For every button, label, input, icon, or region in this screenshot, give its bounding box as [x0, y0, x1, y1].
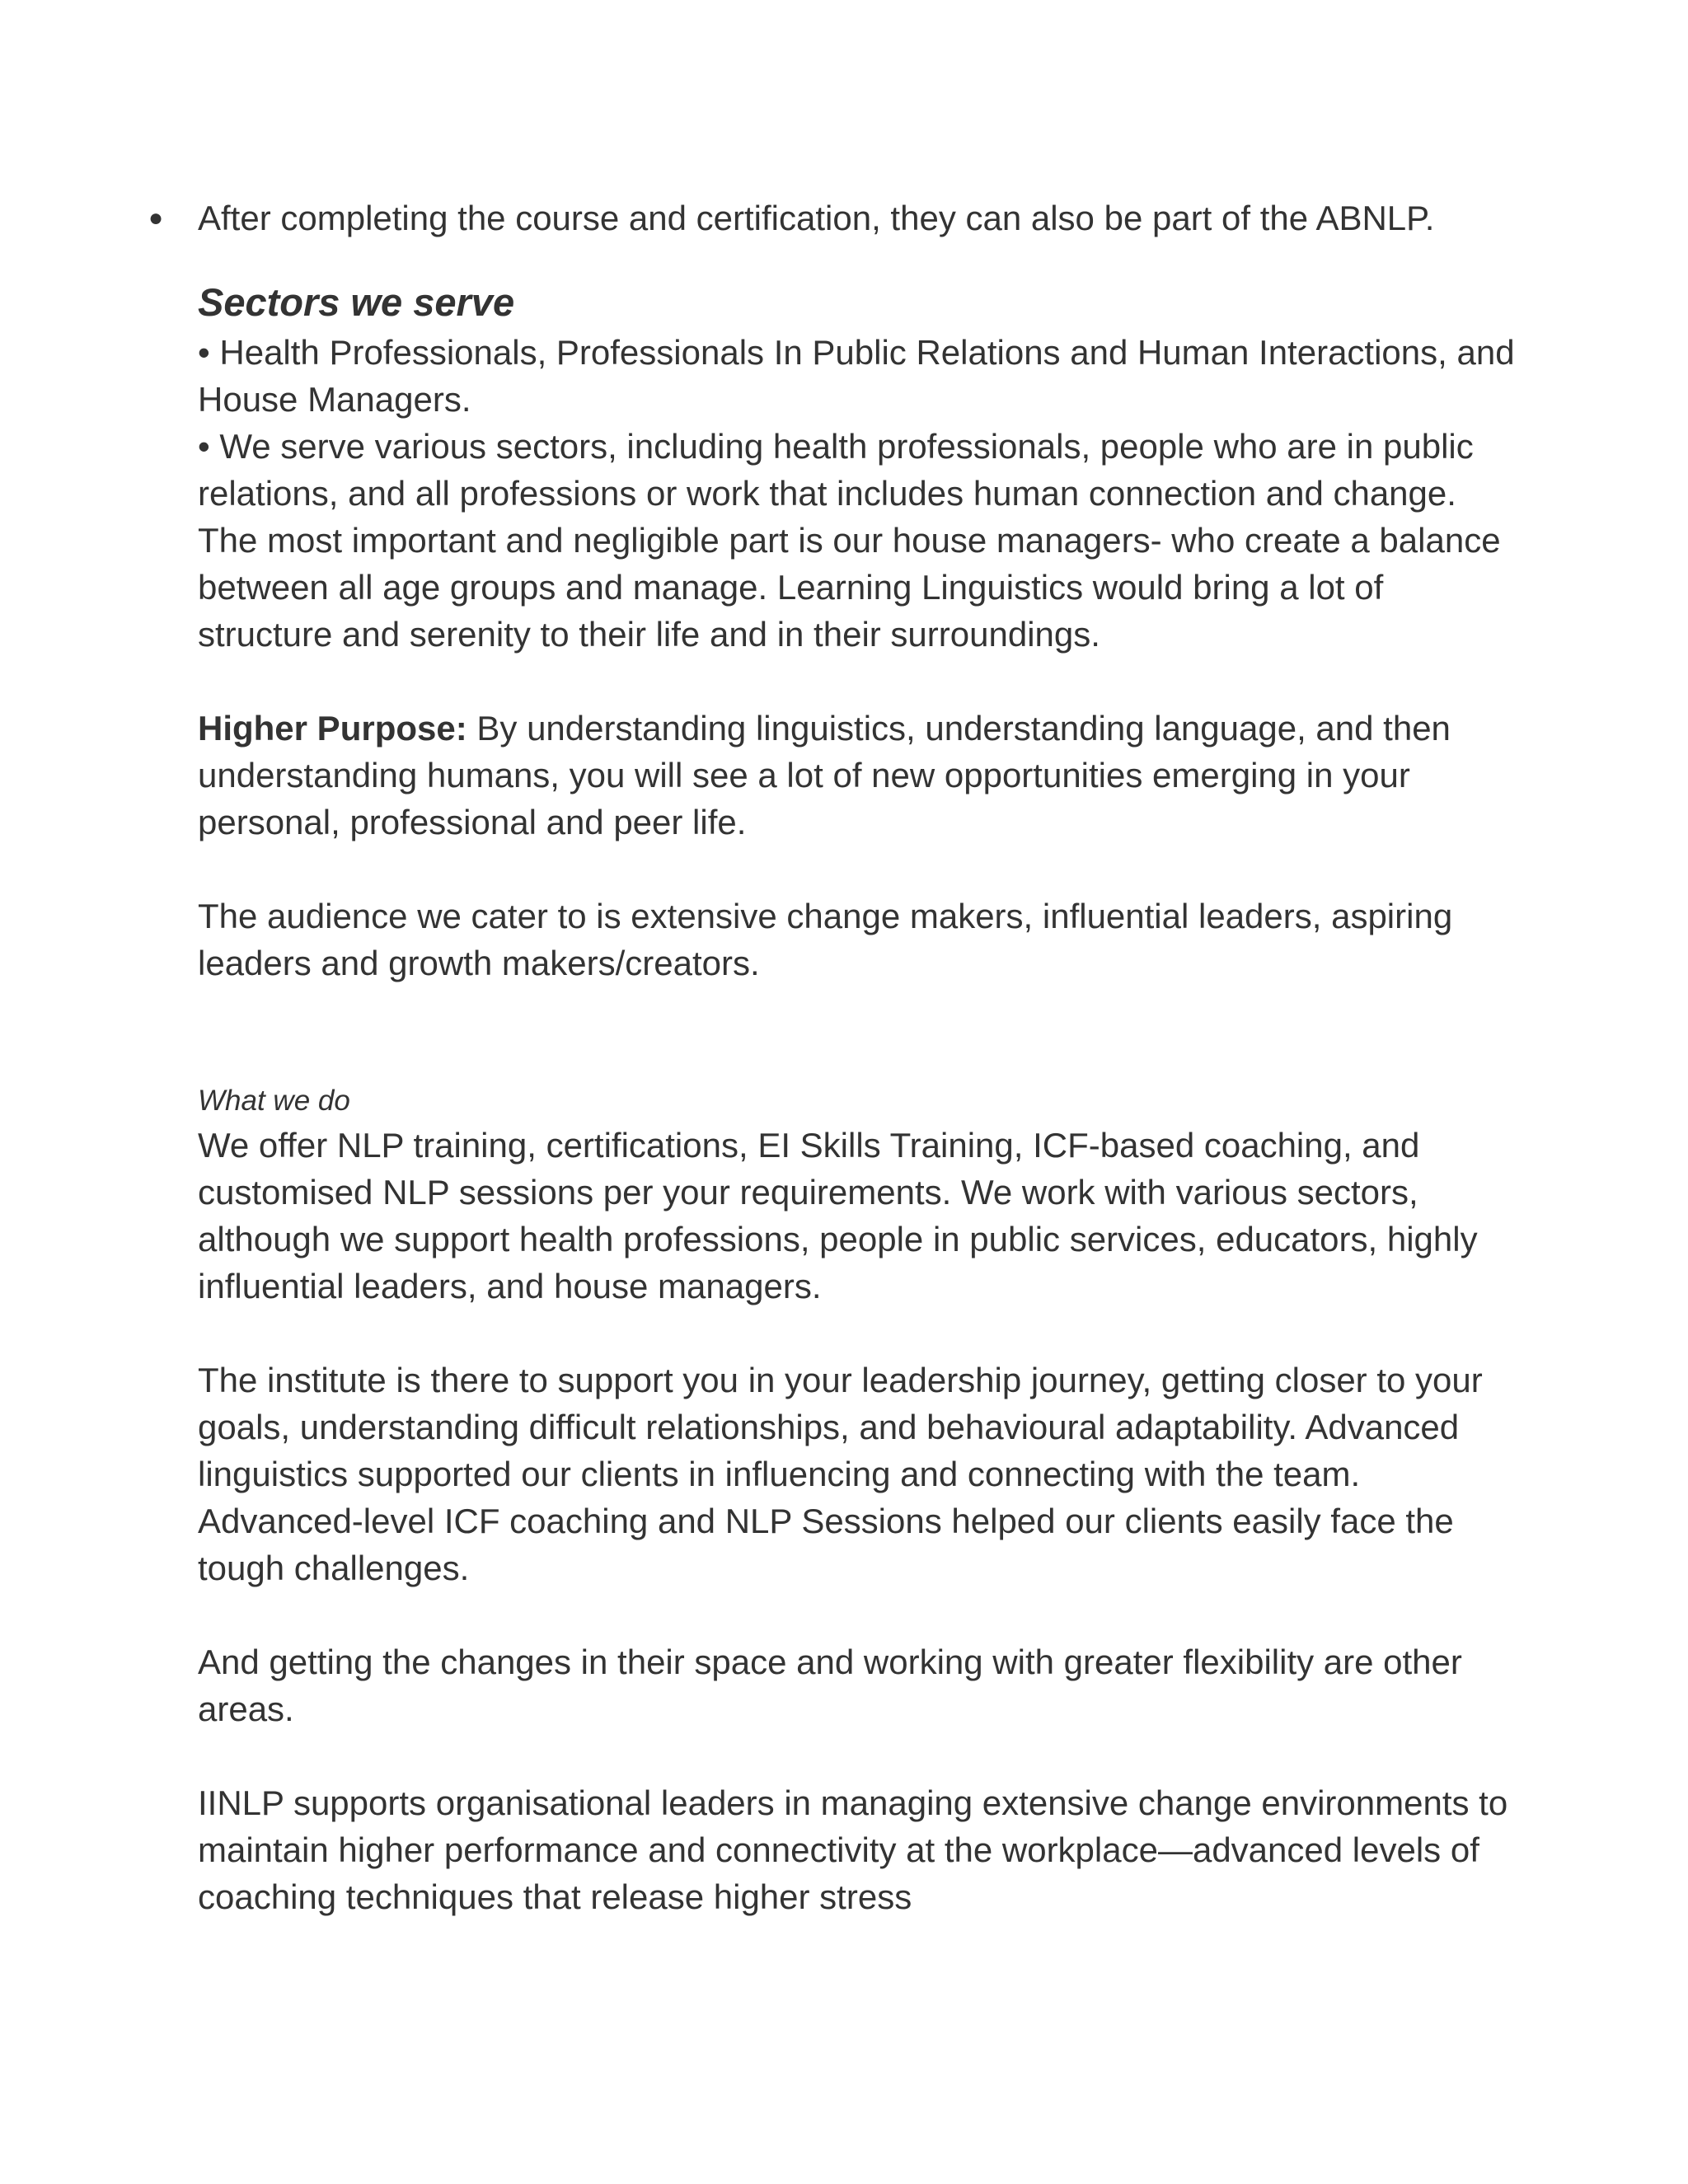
- higher-purpose-text: By understanding linguistics, understanding language, and then understanding humans, you will see a lot of new opportunities emerging in your personal, professional and peer life.: [198, 709, 1451, 841]
- bullet-icon: ●: [148, 204, 164, 232]
- what-we-do-paragraph-3: And getting the changes in their space and working with greater flexibility are other areas.: [198, 1643, 1462, 1728]
- sectors-item-2: • We serve various sectors, including health professionals, people who are in public relations, and all professions or work that includes human connection and change. The most important and negligible part is our house managers- who create a balance between all age groups and manage. Learning Linguistics would bring a lot of structure and serenity to their life and in their surroundings.: [198, 427, 1501, 654]
- document-body: [148, 194, 1517, 1920]
- what-we-do-paragraph-4: IINLP supports organisational leaders in managing extensive change environments to maintain higher performance and connectivity at the workplace—advanced levels of coaching techniques that release higher stress: [198, 1783, 1508, 1916]
- higher-purpose-paragraph: [198, 705, 1517, 846]
- audience-paragraph: The audience we cater to is extensive change makers, influential leaders, aspiring leaders and growth makers/creators.: [198, 897, 1453, 982]
- list-item: [148, 194, 1517, 241]
- what-we-do-paragraph-1: We offer NLP training, certifications, EI Skills Training, ICF-based coaching, and customised NLP sessions per your requirements. We work with various sectors, although we support health professions, people in public services, educators, highly influential leaders, and house managers.: [198, 1126, 1478, 1305]
- sectors-item-1: • Health Professionals, Professionals In Public Relations and Human Interactions, and House Managers.: [198, 333, 1515, 419]
- what-we-do-heading: What we do: [198, 1085, 350, 1117]
- higher-purpose-label: Higher Purpose:: [198, 709, 467, 748]
- sectors-heading: Sectors we serve: [198, 280, 515, 324]
- what-we-do-paragraph-2: The institute is there to support you in your leadership journey, getting closer to your goals, understanding difficult relationships, and behavioural adaptability. Advanced linguistics supported our clients in influencing and connecting with the team. Advanced-level ICF coaching and NLP Sessions helped our clients easily face the tough challenges.: [198, 1361, 1483, 1587]
- bullet-text: After completing the course and certification, they can also be part of the ABNLP.: [198, 199, 1435, 237]
